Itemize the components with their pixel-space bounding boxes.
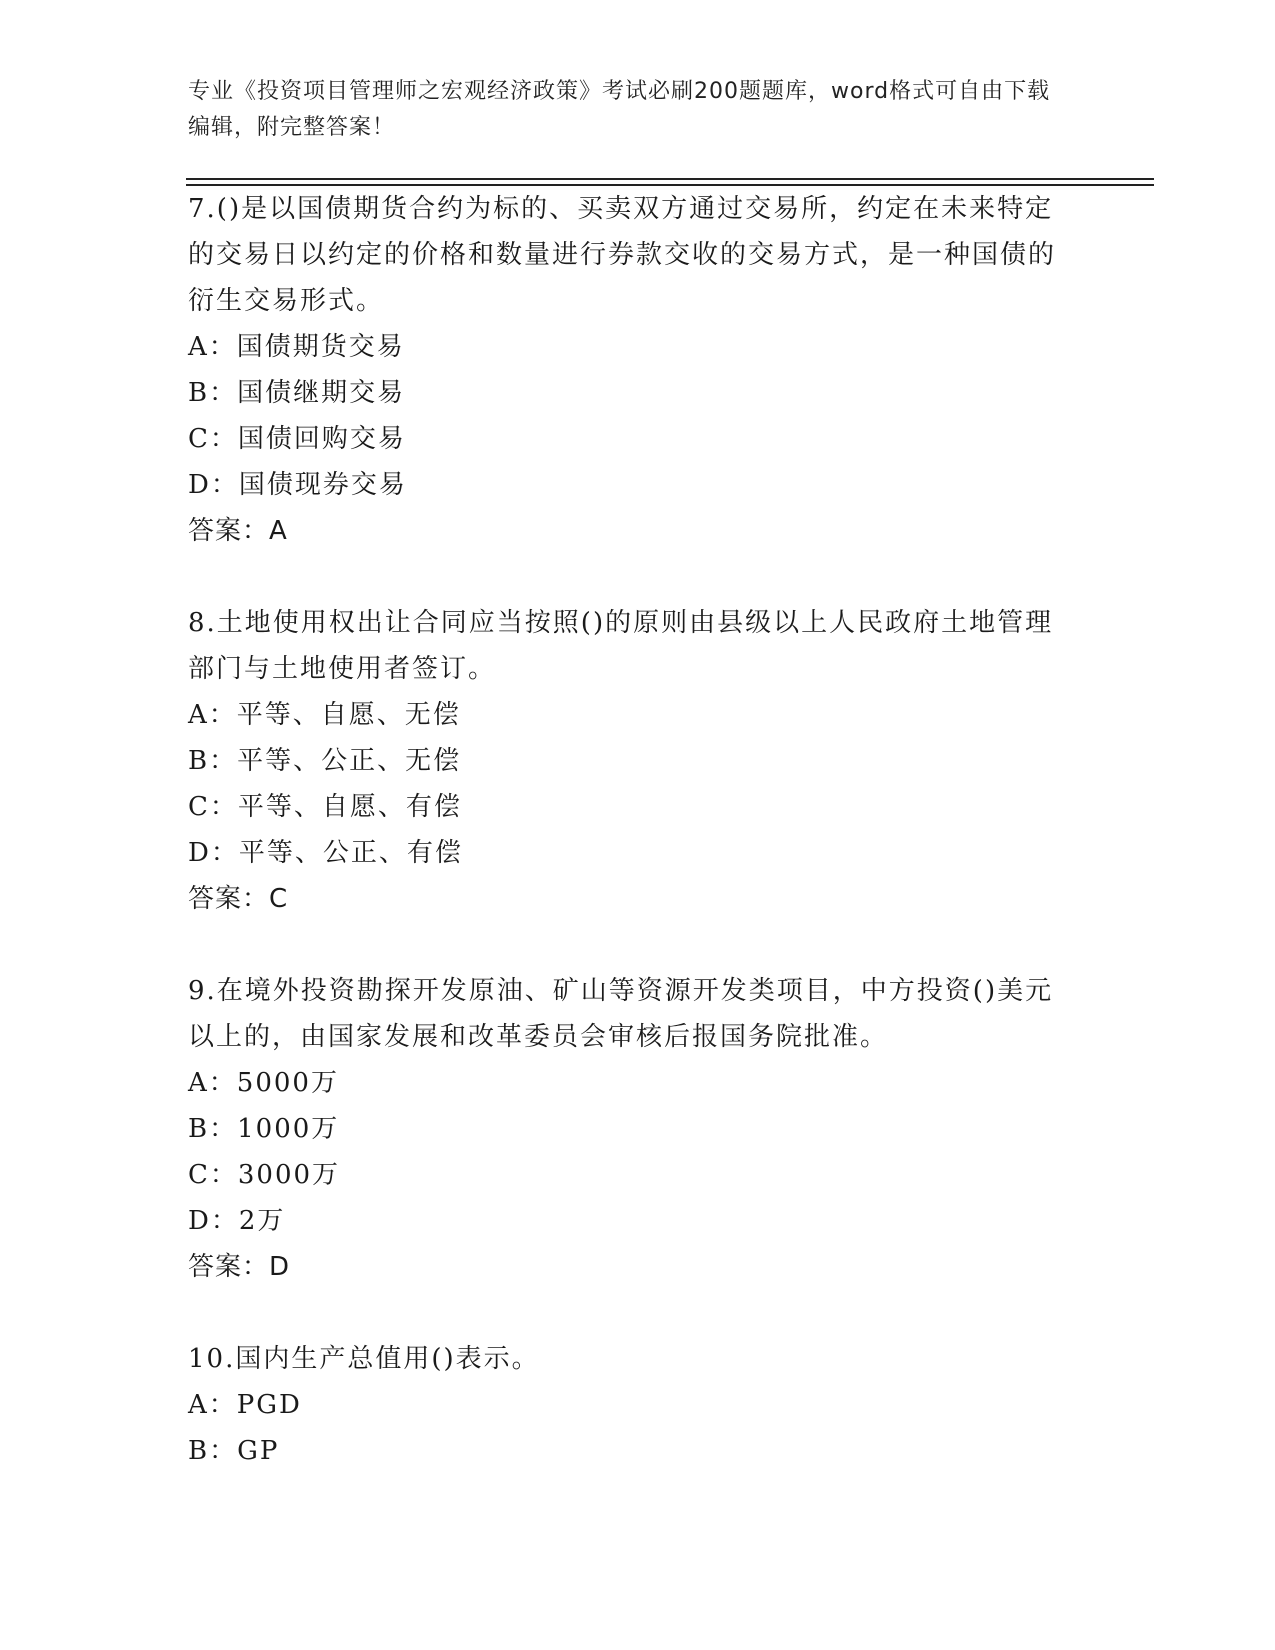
- question-text: 8.土地使用权出让合同应当按照()的原则由县级以上人民政府土地管理部门与土地使用者签订。: [188, 608, 1054, 684]
- question-text: 10.国内生产总值用()表示。: [188, 1344, 540, 1374]
- question-list: [188, 186, 1068, 1474]
- option-b: B：国债继期交易: [188, 378, 406, 408]
- question-text: 9.在境外投资勘探开发原油、矿山等资源开发类项目，中方投资()美元以上的，由国家发展和改革委员会审核后报国务院批准。: [188, 976, 1054, 1052]
- option-c: C：平等、自愿、有偿: [188, 792, 462, 822]
- option-a: A：国债期货交易: [188, 332, 405, 362]
- answer-line: 答案：D: [188, 1252, 291, 1282]
- option-d: D：国债现券交易: [188, 470, 407, 500]
- question-8: [188, 600, 1068, 922]
- answer-line: 答案：C: [188, 884, 289, 914]
- spacer: [188, 922, 1068, 968]
- document-header: 专业《投资项目管理师之宏观经济政策》考试必刷200题题库，word格式可自由下载编辑，附完整答案！: [188, 79, 1051, 140]
- option-a: A：PGD: [188, 1390, 302, 1420]
- option-b: B：1000万: [188, 1114, 340, 1144]
- spacer: [188, 1290, 1068, 1336]
- option-d: D：平等、公正、有偿: [188, 838, 463, 868]
- answer-line: 答案：A: [188, 516, 288, 546]
- option-a: A：5000万: [188, 1068, 339, 1098]
- question-7: [188, 186, 1068, 554]
- option-b: B：GP: [188, 1436, 280, 1466]
- header-divider-top: [186, 178, 1154, 180]
- question-9: [188, 968, 1068, 1290]
- spacer: [188, 554, 1068, 600]
- option-d: D：2万: [188, 1206, 286, 1236]
- question-text: 7.()是以国债期货合约为标的、买卖双方通过交易所，约定在未来特定的交易日以约定的价格和数量进行券款交收的交易方式，是一种国债的衍生交易形式。: [188, 194, 1057, 316]
- question-10: [188, 1336, 1068, 1474]
- option-b: B：平等、公正、无偿: [188, 746, 462, 776]
- option-c: C：国债回购交易: [188, 424, 406, 454]
- option-c: C：3000万: [188, 1160, 341, 1190]
- option-a: A：平等、自愿、无偿: [188, 700, 461, 730]
